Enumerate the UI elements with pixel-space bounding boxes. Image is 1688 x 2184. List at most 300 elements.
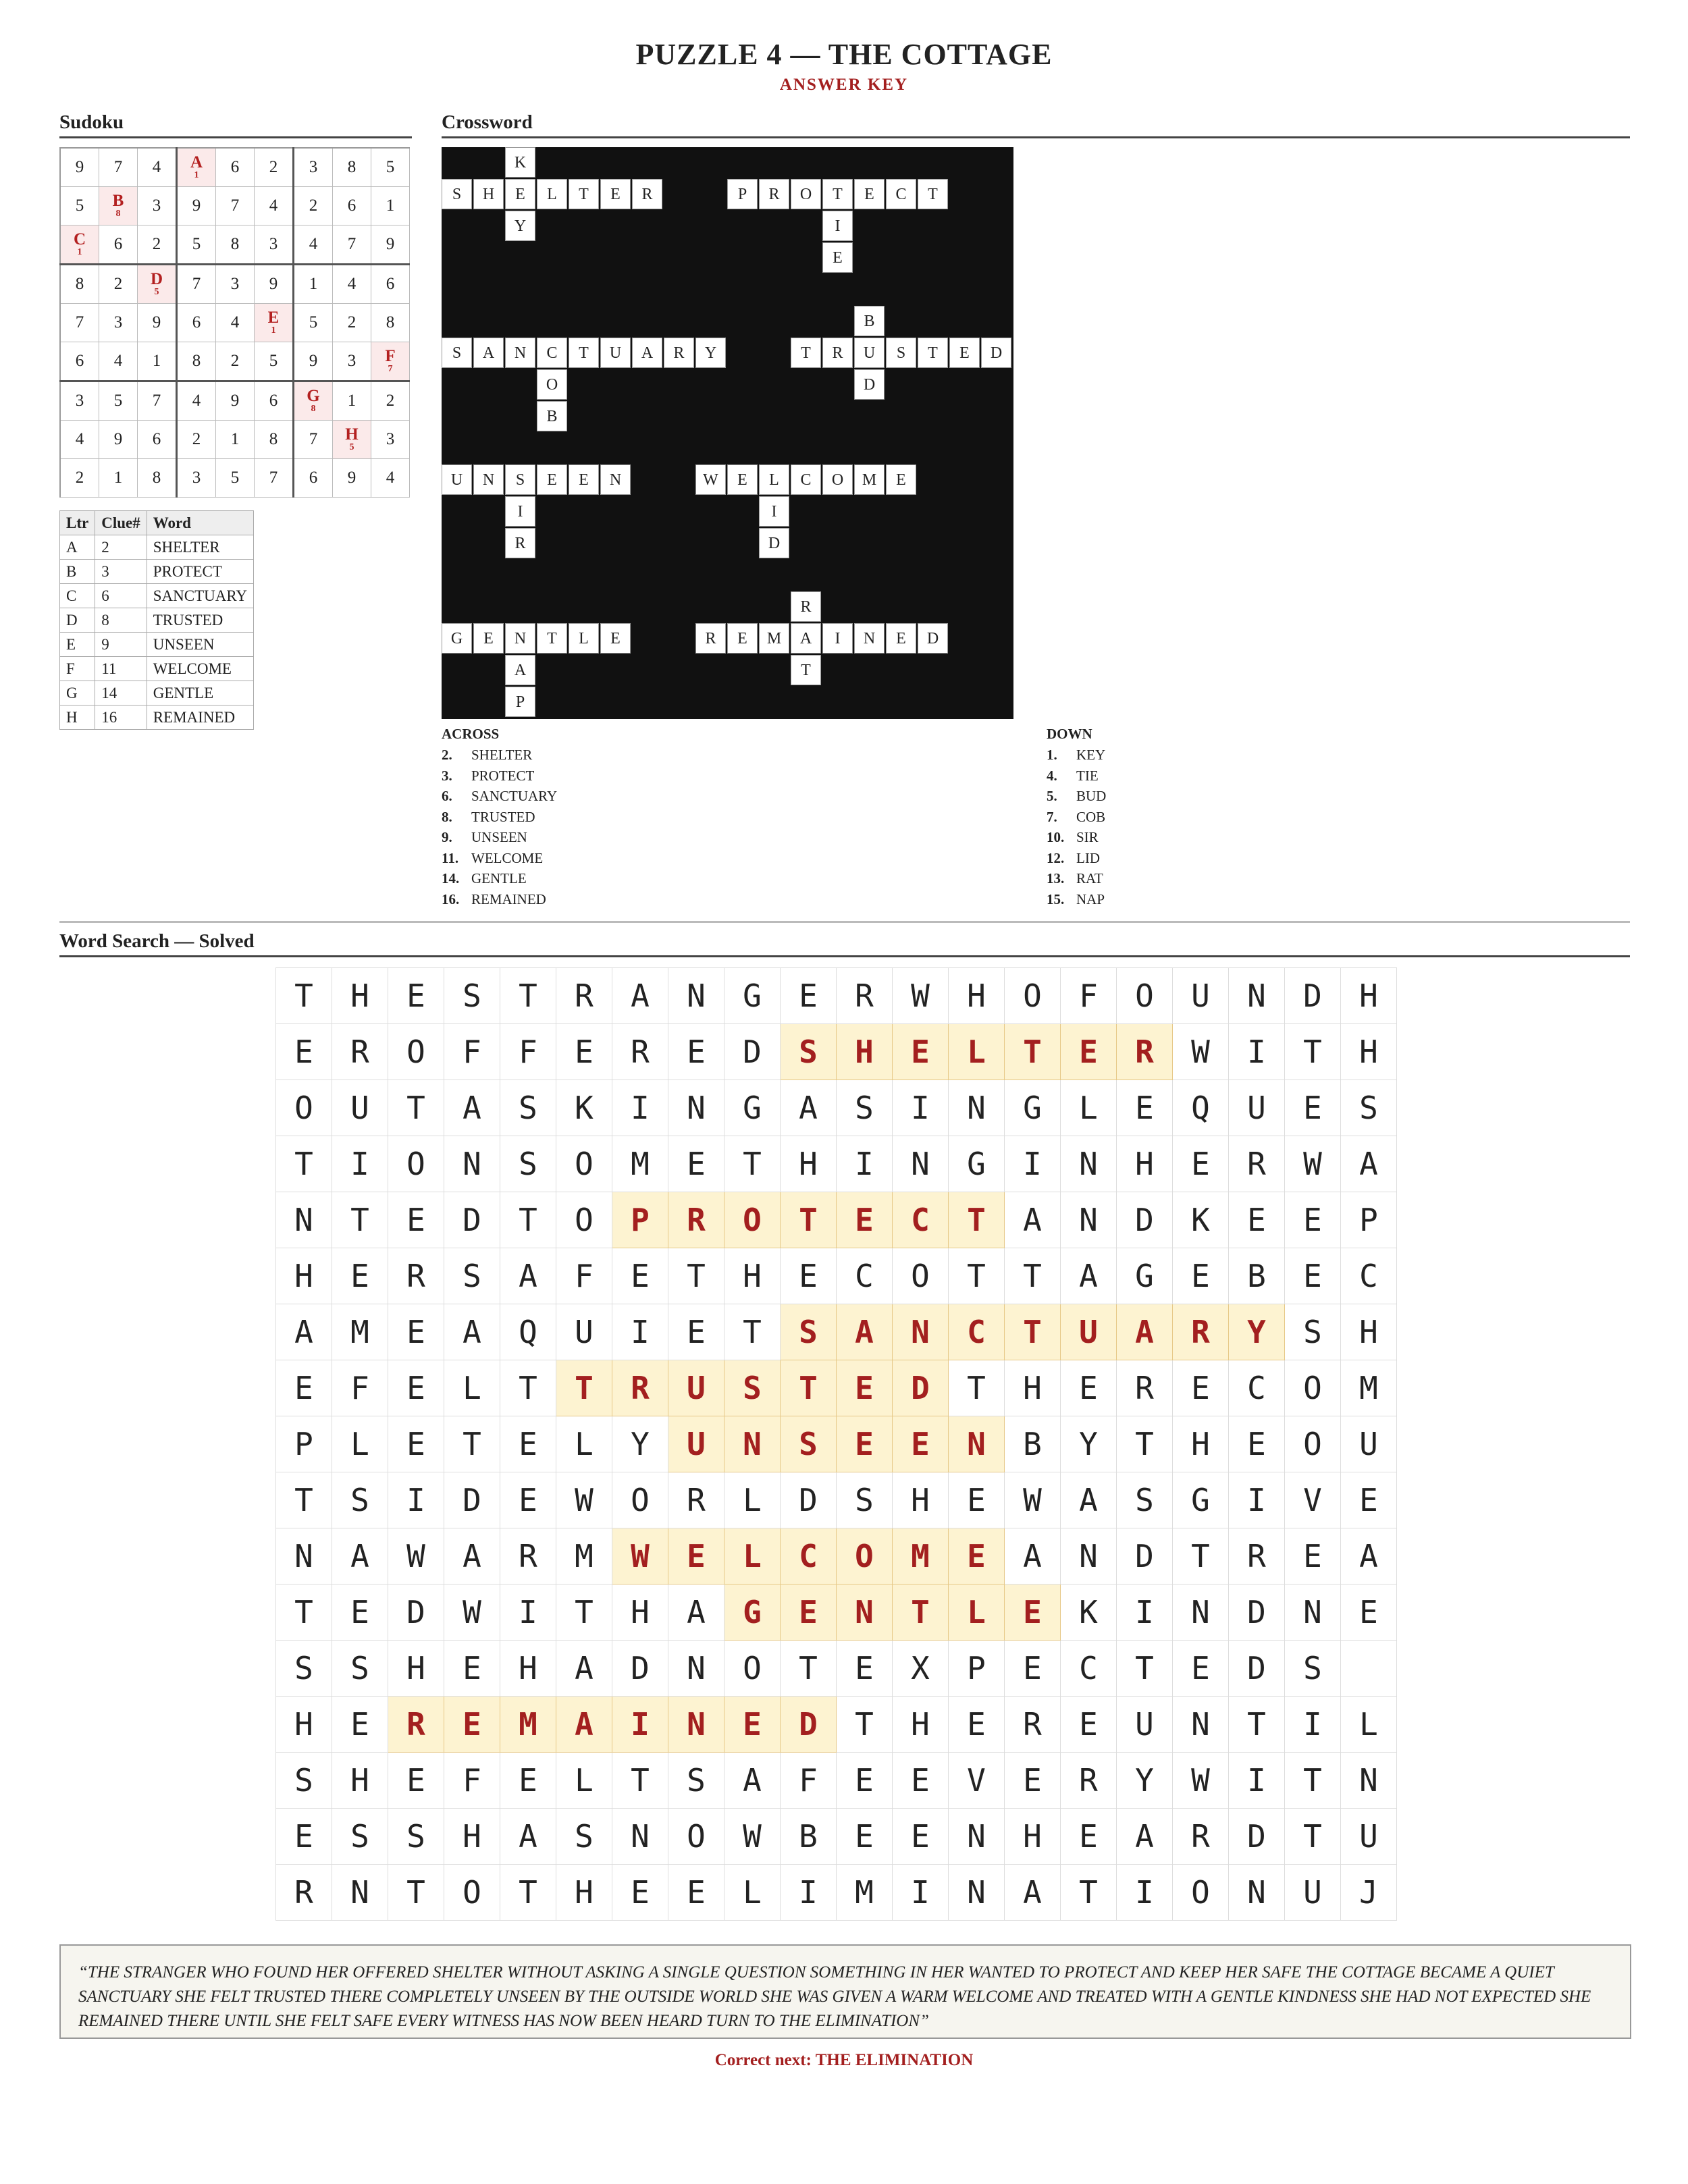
wordsearch-cell: D [1285, 968, 1341, 1024]
wordsearch-cell: T [276, 1584, 332, 1641]
sudoku-cell [177, 148, 216, 187]
wordsearch-cell: N [668, 1641, 724, 1697]
wordsearch-cell: R [612, 1024, 668, 1080]
clue-word: PROTECT [471, 767, 535, 784]
wordsearch-cell: L [724, 1865, 781, 1921]
clue-word: RAT [1076, 870, 1103, 886]
clue-number: 10. [1047, 829, 1065, 845]
wordsearch-cell: O [556, 1192, 612, 1248]
wordsearch-cell: F [332, 1360, 388, 1416]
clue-item [1047, 786, 1106, 807]
crossword-cell: P [505, 687, 535, 717]
wordsearch-cell: Y [1061, 1416, 1117, 1472]
legend-cell: 8 [95, 608, 147, 633]
legend-cell: UNSEEN [147, 633, 253, 657]
wordsearch-cell: S [276, 1641, 332, 1697]
legend-cell: SANCTUARY [147, 584, 253, 608]
wordsearch-cell: V [949, 1753, 1005, 1809]
wordsearch-cell: E [781, 968, 837, 1024]
wordsearch-cell: I [612, 1304, 668, 1360]
wordsearch-cell: P [276, 1416, 332, 1472]
legend-cell: PROTECT [147, 560, 253, 584]
wordsearch-cell: A [668, 1584, 724, 1641]
crossword-cell: T [918, 338, 948, 368]
across-clues [442, 745, 557, 909]
clue-item [442, 786, 557, 807]
wordsearch-cell: N [1173, 1584, 1229, 1641]
clue-number: 12. [1047, 849, 1065, 866]
wordsearch-cell: E [388, 1360, 444, 1416]
wordsearch-cell: U [1341, 1416, 1397, 1472]
wordsearch-cell: R [332, 1024, 388, 1080]
crossword-cell: P [727, 179, 758, 209]
wordsearch-cell: D [1229, 1584, 1285, 1641]
sudoku-cell: 2 [99, 265, 138, 304]
wordsearch-cell: E [388, 1192, 444, 1248]
wordsearch-cell: H [781, 1136, 837, 1192]
wordsearch-cell: S [1285, 1304, 1341, 1360]
wordsearch-cell: I [1005, 1136, 1061, 1192]
legend-cell: 2 [95, 535, 147, 560]
wordsearch-cell: E [332, 1248, 388, 1304]
wordsearch-cell: S [276, 1753, 332, 1809]
wordsearch-cell: R [668, 1192, 724, 1248]
wordsearch-cell: O [444, 1865, 500, 1921]
wordsearch-cell: T [949, 1192, 1005, 1248]
wordsearch-cell: S [668, 1753, 724, 1809]
clue-item [442, 745, 557, 766]
sudoku-cell-digit: 1 [194, 170, 199, 180]
wordsearch-cell: N [668, 1697, 724, 1753]
wordsearch-cell: E [332, 1697, 388, 1753]
wordsearch-cell: N [276, 1528, 332, 1584]
wordsearch-cell: U [1285, 1865, 1341, 1921]
wordsearch-cell: H [893, 1472, 949, 1528]
sudoku-cell-letter: E [267, 309, 280, 327]
legend-cell: 16 [95, 705, 147, 730]
down-clues [1047, 745, 1106, 909]
legend-cell: 6 [95, 584, 147, 608]
wordsearch-cell: F [781, 1753, 837, 1809]
sudoku-cell: 6 [138, 421, 177, 459]
clue-number: 9. [442, 829, 452, 845]
wordsearch-cell: H [1341, 1024, 1397, 1080]
wordsearch-cell: E [500, 1416, 556, 1472]
wordsearch-cell: E [1061, 1024, 1117, 1080]
sudoku-cell [294, 381, 333, 421]
crossword-cell: E [600, 623, 631, 654]
wordsearch-cell: B [1229, 1248, 1285, 1304]
wordsearch-cell: D [1117, 1192, 1173, 1248]
sudoku-cell-digit: 7 [388, 364, 393, 374]
clue-item [1047, 745, 1106, 766]
wordsearch-cell: S [1341, 1080, 1397, 1136]
clue-word: SIR [1076, 829, 1099, 845]
wordsearch-cell: S [444, 968, 500, 1024]
sudoku-cell: 6 [371, 265, 410, 304]
clue-number: 6. [442, 788, 452, 804]
crossword-cell: E [727, 464, 758, 495]
wordsearch-cell: J [1341, 1865, 1397, 1921]
crossword-cell: T [569, 338, 599, 368]
wordsearch-cell: T [276, 1472, 332, 1528]
crossword-cell: E [886, 623, 916, 654]
wordsearch-cell: A [332, 1528, 388, 1584]
legend-cell: E [60, 633, 95, 657]
crossword-cell: N [473, 464, 504, 495]
legend-cell: C [60, 584, 95, 608]
clue-item [442, 766, 557, 787]
wordsearch-cell: T [1117, 1416, 1173, 1472]
wordsearch-cell: W [724, 1809, 781, 1865]
crossword-cell: T [822, 179, 853, 209]
sudoku-cell-letter: B [112, 192, 124, 210]
crossword-cell: N [505, 338, 535, 368]
wordsearch-cell: E [837, 1416, 893, 1472]
wordsearch-cell: H [837, 1024, 893, 1080]
sudoku-cell-letter: H [345, 425, 359, 444]
wordsearch-cell: R [1173, 1304, 1229, 1360]
wordsearch-cell: S [556, 1809, 612, 1865]
wordsearch-cell: I [1229, 1024, 1285, 1080]
wordsearch-cell: S [837, 1080, 893, 1136]
wordsearch-cell: G [724, 1080, 781, 1136]
wordsearch-cell: N [668, 968, 724, 1024]
sudoku-cell-digit: 5 [349, 442, 354, 452]
wordsearch-cell: A [556, 1641, 612, 1697]
wordsearch-cell: H [1173, 1416, 1229, 1472]
sudoku-cell [60, 225, 99, 265]
wordsearch-cell: F [444, 1753, 500, 1809]
clue-word: UNSEEN [471, 829, 527, 845]
clue-word: SHELTER [471, 747, 533, 763]
wordsearch-cell: R [668, 1472, 724, 1528]
wordsearch-cell: E [612, 1865, 668, 1921]
wordsearch-cell: R [1173, 1809, 1229, 1865]
wordsearch-cell: D [612, 1641, 668, 1697]
page-title: PUZZLE 4 — THE COTTAGE [635, 38, 1053, 71]
wordsearch-cell: C [1061, 1641, 1117, 1697]
sudoku-cell: 3 [216, 265, 255, 304]
wordsearch-cell: L [1061, 1080, 1117, 1136]
wordsearch-cell: N [949, 1809, 1005, 1865]
wordsearch-cell: D [388, 1584, 444, 1641]
sudoku-cell-digit: 8 [115, 209, 121, 219]
wordsearch-cell: S [500, 1080, 556, 1136]
crossword-cell: N [600, 464, 631, 495]
wordsearch-cell: N [276, 1192, 332, 1248]
sudoku-cell: 9 [138, 304, 177, 342]
wordsearch-cell: T [724, 1304, 781, 1360]
wordsearch-cell: S [724, 1360, 781, 1416]
wordsearch-cell: A [444, 1080, 500, 1136]
wordsearch-cell: Y [612, 1416, 668, 1472]
wordsearch-cell: L [1341, 1697, 1397, 1753]
wordsearch-cell: P [1341, 1192, 1397, 1248]
crossword-cell: C [791, 464, 821, 495]
sudoku-cell: 1 [216, 421, 255, 459]
wordsearch-cell: E [1061, 1697, 1117, 1753]
crossword-cell: R [664, 338, 694, 368]
crossword-cell: R [791, 591, 821, 622]
legend-cell: 11 [95, 657, 147, 681]
clue-number: 11. [442, 849, 459, 866]
sudoku-cell-digit: 1 [77, 247, 82, 257]
wordsearch-cell: O [837, 1528, 893, 1584]
wordsearch-cell: R [500, 1528, 556, 1584]
wordsearch-cell: P [949, 1641, 1005, 1697]
sudoku-cell-digit: 5 [154, 287, 159, 297]
wordsearch-cell: M [837, 1865, 893, 1921]
wordsearch-cell: R [612, 1360, 668, 1416]
wordsearch-cell: A [837, 1304, 893, 1360]
sudoku-cell-digit: 8 [311, 404, 316, 414]
wordsearch-cell: T [444, 1416, 500, 1472]
wordsearch-cell: E [1229, 1192, 1285, 1248]
wordsearch-cell: C [949, 1304, 1005, 1360]
wordsearch-cell: E [612, 1248, 668, 1304]
wordsearch-cell: O [276, 1080, 332, 1136]
wordsearch-cell: H [332, 1753, 388, 1809]
wordsearch-cell: T [1229, 1697, 1285, 1753]
wordsearch-cell [1341, 1641, 1397, 1697]
wordsearch-cell: A [276, 1304, 332, 1360]
wordsearch-cell: D [893, 1360, 949, 1416]
wordsearch-cell: M [612, 1136, 668, 1192]
crossword-cell: L [759, 464, 789, 495]
clue-item [1047, 766, 1106, 787]
sudoku-cell: 6 [60, 342, 99, 381]
wordsearch-cell: F [556, 1248, 612, 1304]
sudoku-cell: 7 [216, 187, 255, 225]
wordsearch-cell: A [556, 1697, 612, 1753]
down-heading: DOWN [1047, 726, 1092, 742]
wordsearch-cell: N [1061, 1528, 1117, 1584]
crossword-cell: W [695, 464, 726, 495]
sudoku-cell: 4 [99, 342, 138, 381]
legend-cell: G [60, 681, 95, 705]
wordsearch-cell: F [444, 1024, 500, 1080]
wordsearch-cell: B [781, 1809, 837, 1865]
legend-row [60, 705, 254, 730]
crossword-cell: G [442, 623, 472, 654]
sudoku-cell: 9 [99, 421, 138, 459]
wordsearch-cell: A [1061, 1472, 1117, 1528]
wordsearch-cell: T [500, 1192, 556, 1248]
wordsearch-cell: H [444, 1809, 500, 1865]
wordsearch-cell: A [1005, 1865, 1061, 1921]
wordsearch-cell: N [837, 1584, 893, 1641]
sudoku-cell: 7 [177, 265, 216, 304]
wordsearch-cell: I [781, 1865, 837, 1921]
clue-number: 4. [1047, 767, 1057, 784]
wordsearch-cell: H [1005, 1809, 1061, 1865]
wordsearch-cell: C [1229, 1360, 1285, 1416]
clue-word: LID [1076, 849, 1100, 866]
wordsearch-cell: T [1173, 1528, 1229, 1584]
clue-item [442, 868, 557, 889]
wordsearch-cell: I [500, 1584, 556, 1641]
wordsearch-cell: H [388, 1641, 444, 1697]
wordsearch-cell: L [949, 1584, 1005, 1641]
wordsearch-cell: V [1285, 1472, 1341, 1528]
wordsearch-cell: E [1285, 1248, 1341, 1304]
wordsearch-cell: E [949, 1472, 1005, 1528]
wordsearch-cell: I [837, 1136, 893, 1192]
sudoku-cell: 5 [99, 381, 138, 421]
clue-word: BUD [1076, 788, 1107, 804]
wordsearch-cell: E [837, 1360, 893, 1416]
wordsearch-cell: E [949, 1528, 1005, 1584]
wordsearch-cell: E [1285, 1192, 1341, 1248]
wordsearch-cell: N [1061, 1136, 1117, 1192]
wordsearch-cell: T [500, 1865, 556, 1921]
wordsearch-cell: M [893, 1528, 949, 1584]
wordsearch-cell: R [1229, 1528, 1285, 1584]
legend-cell: WELCOME [147, 657, 253, 681]
clue-item [1047, 848, 1106, 869]
legend-cell: D [60, 608, 95, 633]
wordsearch-cell: E [893, 1809, 949, 1865]
sudoku-cell: 3 [99, 304, 138, 342]
wordsearch-cell: S [332, 1472, 388, 1528]
wordsearch-cell: T [1285, 1024, 1341, 1080]
wordsearch-cell: U [1341, 1809, 1397, 1865]
wordsearch-cell: G [724, 1584, 781, 1641]
crossword-cell: E [569, 464, 599, 495]
sudoku-cell: 9 [216, 381, 255, 421]
crossword-cell: N [505, 623, 535, 654]
crossword-cell: N [854, 623, 885, 654]
legend-row [60, 608, 254, 633]
sudoku-cell: 4 [138, 148, 177, 187]
wordsearch-cell: U [1229, 1080, 1285, 1136]
sudoku-cell: 4 [177, 381, 216, 421]
wordsearch-cell: E [837, 1809, 893, 1865]
clue-item [442, 807, 557, 828]
legend-cell: SHELTER [147, 535, 253, 560]
legend-cell: REMAINED [147, 705, 253, 730]
legend-header: Clue# [95, 511, 147, 535]
wordsearch-cell: E [781, 1248, 837, 1304]
wordsearch-cell: I [332, 1136, 388, 1192]
sudoku-cell: 6 [333, 187, 371, 225]
sudoku-cell: 7 [294, 421, 333, 459]
wordsearch-cell: U [1173, 968, 1229, 1024]
sudoku-cell: 7 [60, 304, 99, 342]
crossword-cell: K [505, 147, 535, 178]
wordsearch-cell: E [1061, 1360, 1117, 1416]
sudoku-grid [59, 147, 410, 498]
wordsearch-cell: O [1285, 1360, 1341, 1416]
wordsearch-cell: U [668, 1416, 724, 1472]
wordsearch-cell: H [612, 1584, 668, 1641]
clue-item [1047, 807, 1106, 828]
wordsearch-cell: N [444, 1136, 500, 1192]
sudoku-cell: 2 [294, 187, 333, 225]
wordsearch-cell: E [276, 1360, 332, 1416]
wordsearch-cell: N [893, 1136, 949, 1192]
wordsearch-cell: C [781, 1528, 837, 1584]
wordsearch-cell: W [612, 1528, 668, 1584]
clue-item [1047, 827, 1106, 848]
sudoku-cell-letter: D [150, 270, 163, 288]
clue-word: TIE [1076, 767, 1099, 784]
crossword-cell: R [695, 623, 726, 654]
wordsearch-cell: L [332, 1416, 388, 1472]
sudoku-cell: 8 [333, 148, 371, 187]
wordsearch-cell: W [1005, 1472, 1061, 1528]
wordsearch-cell: M [500, 1697, 556, 1753]
wordsearch-cell: E [500, 1472, 556, 1528]
wordsearch-cell: E [276, 1809, 332, 1865]
wordsearch-cell: H [500, 1641, 556, 1697]
sudoku-cell: 3 [333, 342, 371, 381]
legend-row [60, 535, 254, 560]
wordsearch-cell: D [1229, 1809, 1285, 1865]
wordsearch-cell: D [1117, 1528, 1173, 1584]
wordsearch-cell: G [949, 1136, 1005, 1192]
legend-cell: H [60, 705, 95, 730]
wordsearch-cell: W [444, 1584, 500, 1641]
wordsearch-cell: S [1285, 1641, 1341, 1697]
wordsearch-cell: A [500, 1809, 556, 1865]
wordsearch-cell: S [837, 1472, 893, 1528]
sudoku-cell: 2 [216, 342, 255, 381]
wordsearch-cell: A [1341, 1136, 1397, 1192]
sudoku-cell: 2 [60, 459, 99, 498]
wordsearch-heading: Word Search — Solved [59, 930, 1630, 957]
wordsearch-cell: A [1005, 1528, 1061, 1584]
wordsearch-cell: E [556, 1024, 612, 1080]
wordsearch-cell: A [1117, 1304, 1173, 1360]
wordsearch-cell: H [332, 968, 388, 1024]
wordsearch-cell: T [276, 968, 332, 1024]
sudoku-cell-letter: G [307, 387, 320, 405]
sudoku-cell: 7 [138, 381, 177, 421]
crossword-cell: E [727, 623, 758, 654]
clue-word: WELCOME [471, 849, 544, 866]
crossword-cell: O [791, 179, 821, 209]
crossword-cell: O [822, 464, 853, 495]
wordsearch-cell: T [949, 1248, 1005, 1304]
wordsearch-cell: I [893, 1080, 949, 1136]
clue-number: 5. [1047, 788, 1057, 804]
crossword-cell: M [759, 623, 789, 654]
crossword-cell: R [822, 338, 853, 368]
sudoku-cell: 8 [371, 304, 410, 342]
wordsearch-cell: E [724, 1697, 781, 1753]
wordsearch-cell: S [444, 1248, 500, 1304]
sudoku-cell: 7 [333, 225, 371, 265]
sudoku-cell: 5 [294, 304, 333, 342]
wordsearch-cell: S [500, 1136, 556, 1192]
clue-number: 14. [442, 870, 460, 886]
sudoku-cell: 4 [60, 421, 99, 459]
crossword-cell: H [473, 179, 504, 209]
sudoku-cell: 2 [333, 304, 371, 342]
wordsearch-cell: W [893, 968, 949, 1024]
sudoku-cell: 2 [255, 148, 294, 187]
crossword-cell: D [759, 528, 789, 558]
wordsearch-cell: N [1229, 1865, 1285, 1921]
sudoku-cell: 3 [255, 225, 294, 265]
wordsearch-cell: A [1005, 1192, 1061, 1248]
clue-word: KEY [1076, 747, 1106, 763]
wordsearch-cell: E [388, 1304, 444, 1360]
crossword-cell: C [886, 179, 916, 209]
crossword-cell: A [791, 623, 821, 654]
